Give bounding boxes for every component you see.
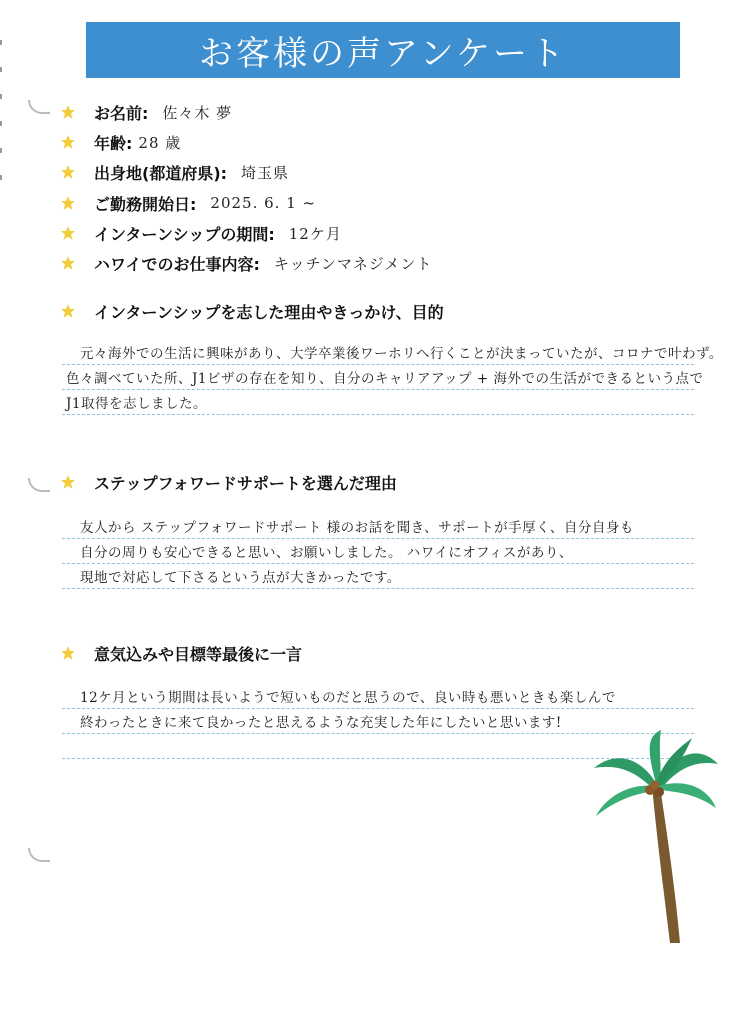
answer-text: 現地で対応して下さるという点が大きかったです。 [80,570,401,586]
info-row-internship-period [60,220,342,246]
answer-text: 元々海外での生活に興味があり、大学卒業後ワーホリへ行くことが決まっていたが、コロナで叶わず。 [80,346,723,362]
star-icon [60,303,76,319]
internship-period-value: 12ケ月 [288,224,342,243]
answer-box-why-company [62,514,694,589]
name-label: お名前: [94,103,149,123]
star-icon [60,645,76,661]
punch-hole-mark [28,478,50,492]
answer-line [62,564,694,589]
age-value: 28 歳 [138,133,182,152]
star-icon [60,225,76,241]
answer-box-reason [62,340,723,415]
info-row-name [60,99,232,125]
name-value: 佐々木 夢 [162,103,233,122]
answer-line [62,539,694,564]
star-icon [60,134,76,150]
answer-line [62,340,723,365]
age-label: 年齢: [94,133,133,153]
answer-line [62,514,694,539]
info-row-job [60,250,432,276]
info-row-hometown [60,159,289,185]
section-heading-reason [60,298,444,324]
answer-text: J1取得を志しました。 [66,396,208,412]
start-date-label: ご勤務開始日: [94,194,197,214]
punch-hole-mark [28,848,50,862]
answer-line [62,365,704,390]
punch-hole-mark [28,100,50,114]
hometown-value: 埼玉県 [241,163,290,182]
answer-line [62,390,694,415]
section-heading-text: 意気込みや目標等最後に一言 [94,644,303,664]
info-row-age [60,129,181,155]
section-heading-text: ステップフォワードサポートを選んだ理由 [94,473,397,493]
answer-text: 12ケ月という期間は長いようで短いものだと思うので、良い時も悪いときも楽しんで [80,690,616,706]
star-icon [60,255,76,271]
start-date-value: 2025. 6. 1 ~ [210,194,317,212]
answer-line [62,684,694,709]
hometown-label: 出身地(都道府県): [94,163,228,183]
palm-tree-icon [586,728,721,948]
internship-period-label: インターンシップの期間: [94,224,275,244]
info-row-start-date [60,190,316,216]
answer-text: 自分の周りも安心できると思い、お願いしました。 ハワイにオフィスがあり、 [80,545,573,561]
star-icon [60,104,76,120]
answer-text: 友人から ステップフォワードサポート 様のお話を聞き、サポートが手厚く、自分自身も [80,520,634,536]
star-icon [60,164,76,180]
answer-text: 終わったときに来て良かったと思えるような充実した年にしたいと思います! [80,715,562,731]
job-value: キッチンマネジメント [273,254,433,273]
section-heading-final-word [60,640,302,666]
job-label: ハワイでのお仕事内容: [94,254,260,274]
star-icon [60,474,76,490]
star-icon [60,195,76,211]
page-title: お客様の声アンケート [86,22,680,78]
section-heading-why-company [60,469,397,495]
answer-text: 色々調べていた所、J1ビザの存在を知り、自分のキャリアアップ + 海外での生活ができるという点で [66,371,704,387]
page-edge-marks [0,40,4,220]
section-heading-text: インターンシップを志した理由やきっかけ、目的 [94,302,444,322]
